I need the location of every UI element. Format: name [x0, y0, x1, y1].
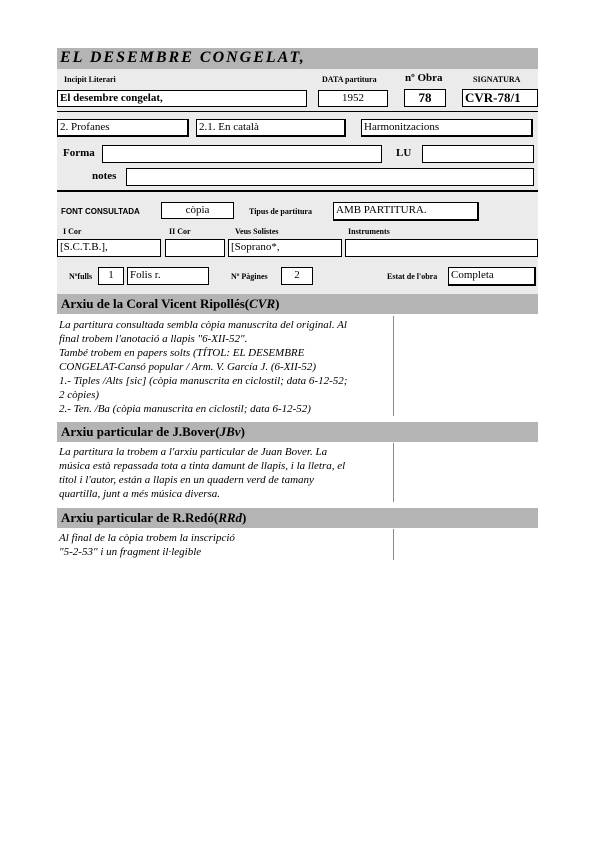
estat-label: Estat de l'obra — [387, 272, 438, 281]
archive-code: RRd — [218, 510, 243, 525]
archive-notes: La partitura la trobem a l'arxiu particular de Juan Bover. La música està repassada tota a tinta damunt de llapis, i la lletra, el titol i l'autor, están a llapis en un quadern verd de tamany quartilla, junt a més música diversa. — [59, 446, 346, 500]
archive-code: CVR — [249, 296, 276, 311]
signatura-field[interactable]: CVR-78/1 — [462, 89, 538, 107]
date-label: DATA partitura — [322, 75, 377, 84]
archive-notes: Al final de la còpia trobem la inscripció "5-2-53" i un fragment il·legible — [59, 532, 235, 558]
instruments-field[interactable] — [345, 239, 538, 257]
obra-label: nº Obra — [405, 72, 443, 84]
column-divider — [393, 529, 394, 560]
pagines-field[interactable]: 2 — [281, 267, 313, 285]
fulls-label: Nºfulls — [69, 272, 93, 281]
archive-header — [57, 422, 538, 442]
instruments-label: Instruments — [348, 227, 390, 236]
forma-label: Forma — [63, 147, 95, 159]
obra-field[interactable]: 78 — [404, 89, 446, 107]
incipit-field[interactable]: El desembre congelat, — [57, 90, 307, 107]
column-divider — [393, 316, 394, 416]
estat-field[interactable]: Completa — [448, 267, 536, 286]
archive-code: JBv — [219, 424, 241, 439]
archive-title-close: ) — [240, 424, 245, 439]
iicor-label: II Cor — [169, 227, 191, 236]
archive-notes: La partitura consultada sembla còpia manuscrita del original. Al final trobem l'anotació a llapis "6-XII-52". També trobem en papers solts (TÍTOL: EL DESEMBRE CONGELAT-Cansó popular / Arm. V. García J. (6-XII-52) 1.- Tiples /Alts [sic] (còpia manuscrita en ciclostil; data 6-12-52; 2 còpies) 2.- Ten. /Ba (còpia manuscrita en ciclostil; data 6-12-52) — [59, 319, 348, 415]
tipus-field[interactable]: AMB PARTITURA. — [333, 202, 479, 221]
signatura-label: SIGNATURA — [473, 75, 521, 84]
incipit-label: Incipit Literari — [64, 75, 116, 84]
notes-field[interactable] — [126, 168, 534, 186]
font-field[interactable]: còpia — [161, 202, 234, 219]
icor-field[interactable]: [S.C.T.B.], — [57, 239, 161, 257]
category-field[interactable]: 2. Profanes — [57, 119, 189, 137]
archive-title: Arxiu de la Coral Vicent Ripollés( — [61, 296, 250, 311]
date-field[interactable]: 1952 — [318, 90, 388, 107]
archive-title-close: ) — [275, 296, 280, 311]
subcategory-field[interactable]: 2.1. En català — [196, 119, 346, 137]
notes-label: notes — [92, 170, 117, 182]
lu-label: LU — [396, 147, 412, 159]
archive-title: Arxiu particular de J.Bover( — [61, 424, 220, 439]
type-field[interactable]: Harmonitzacions — [361, 119, 533, 137]
iicor-field[interactable] — [165, 239, 225, 257]
page-title: EL DESEMBRE CONGELAT, — [60, 49, 306, 66]
veus-label: Veus Solistes — [235, 227, 279, 236]
tipus-label: Tipus de partitura — [249, 207, 312, 216]
archive-header — [57, 508, 538, 528]
font-label: FONT CONSULTADA — [61, 207, 140, 216]
forma-field[interactable] — [102, 145, 382, 163]
fulls-field[interactable]: 1 — [98, 267, 124, 285]
column-divider — [393, 443, 394, 502]
folis-field[interactable]: Folis r. — [127, 267, 209, 285]
icor-label: I Cor — [63, 227, 82, 236]
archive-title: Arxiu particular de R.Redó( — [61, 510, 219, 525]
archive-header — [57, 294, 538, 314]
veus-field[interactable]: [Soprano*, — [228, 239, 342, 257]
archive-title-close: ) — [242, 510, 247, 525]
lu-field[interactable] — [422, 145, 534, 163]
pagines-label: Nº Pàgines — [231, 272, 268, 281]
